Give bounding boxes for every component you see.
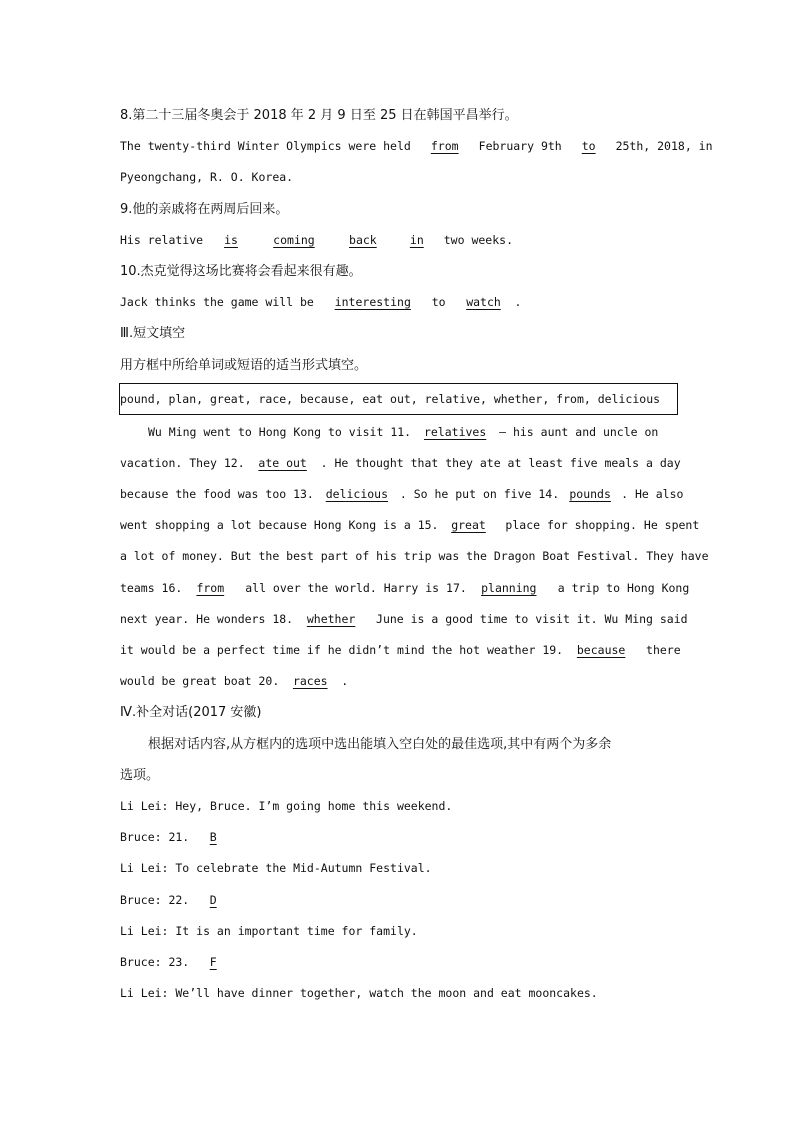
answer-blank-18: whether xyxy=(306,611,356,626)
q8-blank-2: to xyxy=(581,139,596,154)
passage-segment: all over the world. Harry is 17. xyxy=(238,580,467,595)
passage-line-1 xyxy=(120,417,710,448)
passage-segment: Wu Ming went to Hong Kong to visit 11. xyxy=(148,424,412,439)
passage-segment: . xyxy=(341,674,349,689)
section4-instruction-line1: 根据对话内容,从方框内的选项中选出能填入空白处的最佳选项,其中有两个为多余 xyxy=(148,736,612,752)
answer-blank-16: from xyxy=(196,580,225,595)
q9-blank-4: in xyxy=(409,232,424,247)
passage-line-8 xyxy=(120,635,710,666)
passage-line-3 xyxy=(120,479,710,510)
q9-blank-1: is xyxy=(224,232,238,247)
dialogue-line-1: Li Lei: Hey, Bruce. I’m going home this weekend. xyxy=(120,798,453,813)
passage-segment: place for shopping. He spent xyxy=(498,518,700,533)
dialogue-line-7: Li Lei: We’ll have dinner together, watch the moon and eat mooncakes. xyxy=(120,986,598,1001)
passage-line-5: a lot of money. But the best part of his trip was the Dragon Boat Festival. They have xyxy=(120,549,709,564)
word-box: pound, plan, great, race, because, eat out, relative, whether, from, delicious xyxy=(119,383,678,415)
q8-blank-1: from xyxy=(430,139,459,154)
passage-segment: a trip to Hong Kong xyxy=(550,580,690,595)
q9-blank-2: coming xyxy=(273,232,315,247)
passage-text xyxy=(148,417,658,448)
q8-english-line2: Pyeongchang, R. O. Korea. xyxy=(120,170,294,185)
dialogue-line-2 xyxy=(120,822,710,853)
passage-segment: it would be a perfect time if he didn’t mind the hot weather 19. xyxy=(120,643,564,657)
passage-segment: went shopping a lot because Hong Kong is a 15. xyxy=(120,518,439,533)
passage-line-4 xyxy=(120,510,710,541)
answer-blank-23: F xyxy=(209,954,217,969)
q10-english xyxy=(120,287,710,318)
answer-blank-12: ate out xyxy=(258,455,307,470)
passage-line-2 xyxy=(120,448,710,479)
section4-instruction-line2: 选项。 xyxy=(120,767,160,783)
section4-title: Ⅳ.补全对话(2017 安徽) xyxy=(120,705,262,721)
q10-text-a: Jack thinks the game will be xyxy=(120,295,321,310)
answer-blank-21: B xyxy=(209,830,217,845)
passage-line-9 xyxy=(120,666,710,697)
q8-text-c: 25th, 2018, in xyxy=(608,139,713,154)
q9-chinese: 9.他的亲戚将在两周后回来。 xyxy=(120,201,289,217)
answer-blank-22: D xyxy=(209,892,217,907)
answer-blank-20: races xyxy=(292,674,328,689)
passage-line-6 xyxy=(120,573,710,604)
q10-blank-2: watch xyxy=(466,295,501,310)
passage-segment: next year. He wonders 18. xyxy=(120,611,294,626)
q10-blank-1: interesting xyxy=(334,295,411,310)
passage-segment: there xyxy=(639,643,681,657)
worksheet-page xyxy=(120,100,713,1009)
passage-segment: because the food was too 13. xyxy=(120,487,314,502)
q8-chinese: 8.第二十三届冬奥会于 2018 年 2 月 9 日至 25 日在韩国平昌举行。 xyxy=(120,108,518,123)
passage-segment: teams 16. xyxy=(120,580,183,595)
q10-text-c: . xyxy=(514,295,522,310)
q8-text-b: February 9th xyxy=(471,139,569,154)
q9-english xyxy=(120,225,710,256)
section3-title: Ⅲ.短文填空 xyxy=(120,326,186,342)
answer-blank-15: great xyxy=(451,518,486,533)
dialogue-line-5: Li Lei: It is an important time for family. xyxy=(120,923,418,938)
passage-line-7 xyxy=(120,604,710,635)
dialogue-segment: Bruce: 21. xyxy=(120,830,190,845)
answer-blank-13: delicious xyxy=(325,487,389,502)
dialogue-line-3: Li Lei: To celebrate the Mid-Autumn Festival. xyxy=(120,861,432,876)
passage-segment: . He also xyxy=(621,487,684,502)
passage-segment: — his aunt and uncle on xyxy=(499,424,659,439)
dialogue-segment: Bruce: 22. xyxy=(120,892,190,907)
answer-blank-11: relatives xyxy=(423,424,487,439)
q9-blank-3: back xyxy=(349,232,377,247)
q10-chinese: 10.杰克觉得这场比赛将会看起来很有趣。 xyxy=(120,263,362,279)
answer-blank-19: because xyxy=(576,643,626,657)
dialogue-line-6 xyxy=(120,947,710,978)
passage-segment: would be great boat 20. xyxy=(120,674,280,689)
passage-segment: . So he put on five 14. xyxy=(399,487,560,502)
q8-english-line1 xyxy=(120,131,713,162)
q9-text-b: two weeks. xyxy=(436,232,513,247)
q9-text-a: His relative xyxy=(120,232,211,247)
q10-text-b: to xyxy=(424,295,453,310)
q8-text-a: The twenty-third Winter Olympics were held xyxy=(120,139,418,154)
answer-blank-14: pounds xyxy=(569,487,611,502)
answer-blank-17: planning xyxy=(481,580,537,595)
passage-segment: . He thought that they ate at least five meals a day xyxy=(320,455,681,470)
dialogue-line-4 xyxy=(120,885,710,916)
passage-segment: vacation. They 12. xyxy=(120,455,245,470)
passage-segment: June is a good time to visit it. Wu Ming said xyxy=(369,611,688,626)
section3-instruction: 用方框中所给单词或短语的适当形式填空。 xyxy=(120,357,368,373)
dialogue-segment: Bruce: 23. xyxy=(120,954,190,969)
